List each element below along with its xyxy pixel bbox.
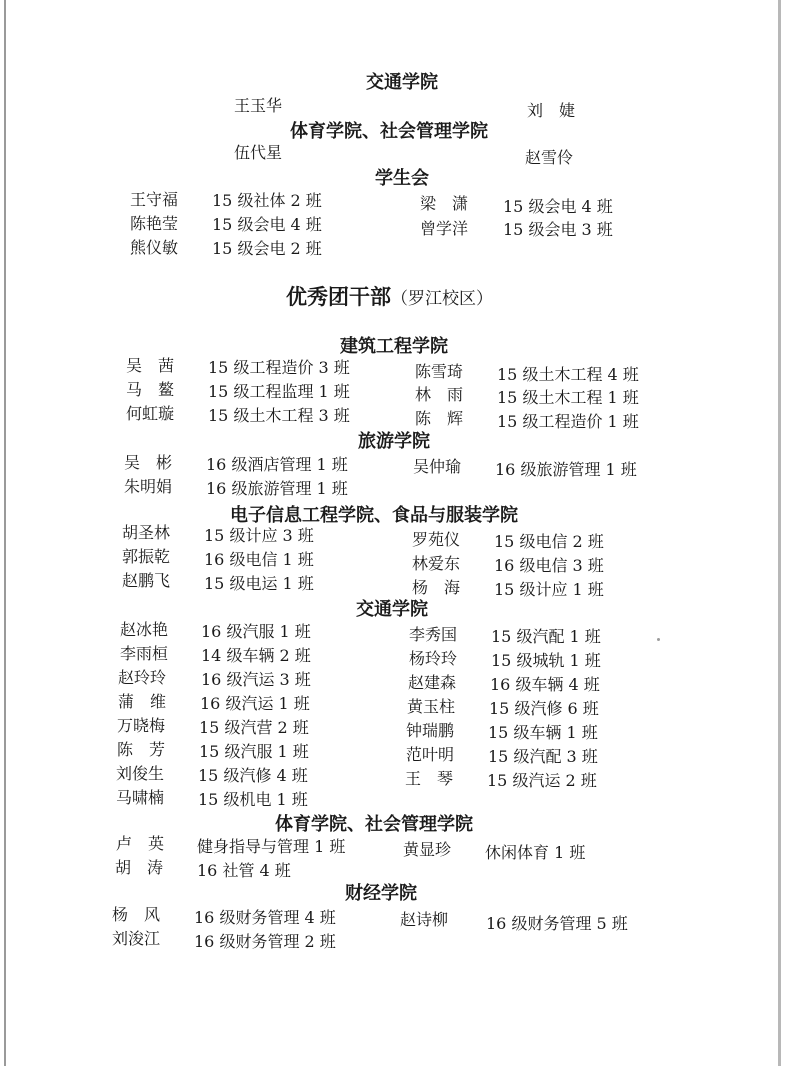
person-name: 刘俊生 [116,764,165,783]
class-name: 16 级汽运 3 班 [201,670,311,689]
person-name: 胡圣林 [122,523,171,542]
person-name: 陈 芳 [117,740,166,759]
class-name: 15 级土木工程 1 班 [497,388,639,407]
scan-edge-right [778,0,781,1066]
class-name: 15 级汽修 4 班 [198,766,308,785]
class-name: 15 级工程监理 1 班 [208,382,350,401]
class-name: 16 级汽运 1 班 [200,694,310,713]
class-name: 15 级会电 4 班 [212,215,322,234]
person-name: 曾学洋 [420,219,469,238]
class-name: 15 级电运 1 班 [204,574,314,593]
class-name: 16 级财务管理 5 班 [486,914,628,933]
scan-edge-left [4,0,6,1066]
class-name: 15 级社体 2 班 [212,191,322,210]
person-name: 黄玉柱 [407,697,456,716]
person-name: 吴仲瑜 [413,457,462,476]
class-name: 15 级机电 1 班 [198,790,308,809]
person-name: 吴 彬 [124,453,173,472]
section-title-caijing: 财经学院 [345,883,417,904]
class-name: 16 级电信 3 班 [494,556,604,575]
class-name: 16 级财务管理 4 班 [194,908,336,927]
class-name: 15 级工程造价 3 班 [208,358,350,377]
person-name: 吴 茜 [126,356,175,375]
person-name: 赵建森 [408,673,457,692]
person-name: 赵诗柳 [400,910,449,929]
person-name: 李秀国 [409,625,458,644]
person-name: 林爱东 [412,554,461,573]
person-name: 陈艳莹 [130,214,179,233]
person-name: 杨 海 [412,578,461,597]
class-name: 16 级旅游管理 1 班 [206,479,348,498]
class-name: 15 级车辆 1 班 [488,723,598,742]
main-heading-title: 优秀团干部 [286,284,391,309]
class-name: 15 级土木工程 4 班 [497,365,639,384]
person-name: 罗苑仪 [412,530,461,549]
class-name: 15 级汽配 1 班 [491,627,601,646]
class-name: 15 级土木工程 3 班 [208,406,350,425]
class-name: 16 社管 4 班 [197,861,291,880]
class-name: 15 级汽修 6 班 [489,699,599,718]
section-title-dianzi: 电子信息工程学院、食品与服装学院 [230,505,518,526]
class-name: 健身指导与管理 1 班 [197,837,346,856]
main-heading [286,284,493,312]
class-name: 15 级城轨 1 班 [491,651,601,670]
class-name: 15 级会电 2 班 [212,239,322,258]
person-name: 胡 涛 [115,858,164,877]
class-name: 15 级汽营 2 班 [199,718,309,737]
person-name: 王 琴 [405,769,454,788]
section-title-jianzhu: 建筑工程学院 [340,336,448,357]
person-name: 刘 婕 [527,101,576,120]
person-name: 卢 英 [116,834,165,853]
section-title-tiyu-2: 体育学院、社会管理学院 [275,814,473,835]
person-name: 何虹璇 [126,404,175,423]
class-name: 15 级会电 4 班 [503,197,613,216]
person-name: 马啸楠 [116,788,165,807]
class-name: 15 级计应 1 班 [494,580,604,599]
class-name: 16 级旅游管理 1 班 [495,460,637,479]
class-name: 15 级工程造价 1 班 [497,412,639,431]
person-name: 马 鳌 [126,380,175,399]
person-name: 林 雨 [415,385,464,404]
person-name: 赵玲玲 [118,668,167,687]
class-name: 15 级计应 3 班 [204,526,314,545]
person-name: 朱明娟 [124,477,173,496]
class-name: 15 级汽服 1 班 [199,742,309,761]
person-name: 郭振乾 [122,547,171,566]
person-name: 李雨桓 [120,644,169,663]
class-name: 15 级会电 3 班 [503,220,613,239]
scan-speck [657,638,660,641]
person-name: 范叶明 [406,745,455,764]
person-name: 陈 辉 [415,409,464,428]
section-title-lvyou: 旅游学院 [358,431,430,452]
person-name: 王守福 [130,190,179,209]
person-name: 王玉华 [234,96,283,115]
person-name: 伍代星 [234,143,283,162]
person-name: 杨玲玲 [409,649,458,668]
section-title-tiyu: 体育学院、社会管理学院 [290,121,488,142]
person-name: 杨 风 [112,905,161,924]
person-name: 钟瑞鹏 [406,721,455,740]
person-name: 梁 潇 [420,194,469,213]
class-name: 15 级汽运 2 班 [487,771,597,790]
class-name: 15 级电信 2 班 [494,532,604,551]
section-title-xueshenghui: 学生会 [375,168,429,189]
person-name: 蒲 维 [118,692,167,711]
person-name: 赵鹏飞 [122,571,171,590]
class-name: 16 级汽服 1 班 [201,622,311,641]
person-name: 熊仪敏 [130,238,179,257]
person-name: 陈雪琦 [415,362,464,381]
class-name: 14 级车辆 2 班 [201,646,311,665]
class-name: 16 级财务管理 2 班 [194,932,336,951]
person-name: 黄显珍 [403,840,452,859]
class-name: 15 级汽配 3 班 [488,747,598,766]
class-name: 16 级电信 1 班 [204,550,314,569]
class-name: 休闲体育 1 班 [485,843,586,862]
person-name: 刘浚江 [112,929,161,948]
section-title-jiaotong-2: 交通学院 [356,599,428,620]
person-name: 赵冰艳 [120,620,169,639]
section-title-jiaotong: 交通学院 [366,72,438,93]
person-name: 万晓梅 [117,716,166,735]
person-name: 赵雪伶 [525,148,574,167]
class-name: 16 级车辆 4 班 [490,675,600,694]
main-heading-note: （罗江校区） [391,289,493,309]
class-name: 16 级酒店管理 1 班 [206,455,348,474]
